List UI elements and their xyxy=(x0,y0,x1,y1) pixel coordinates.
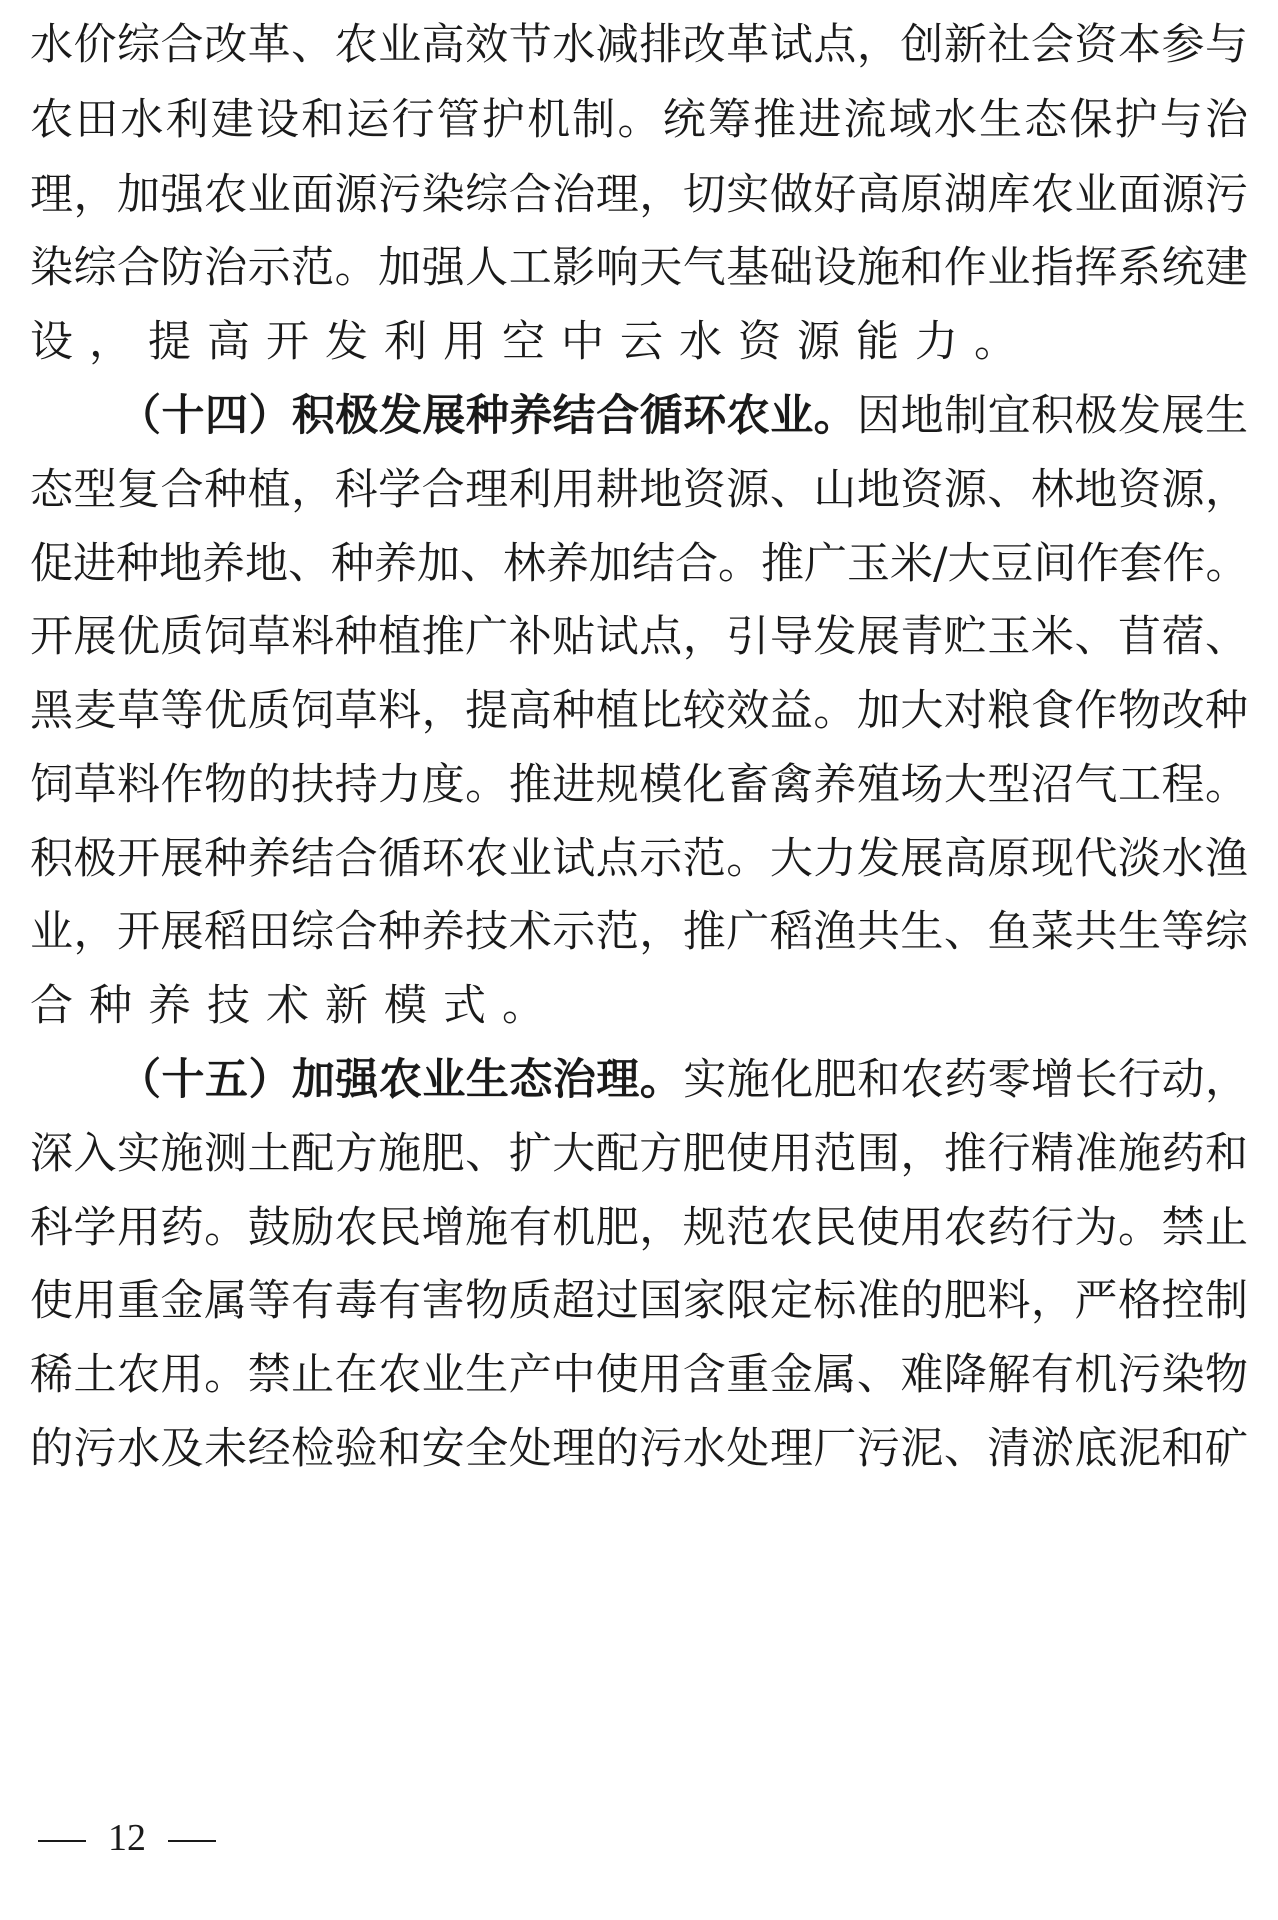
text-line: 水价综合改革、农业高效节水减排改革试点，创新社会资本参与 xyxy=(30,20,1248,70)
text-line: 态型复合种植，科学合理利用耕地资源、山地资源、林地资源， xyxy=(30,465,1248,515)
text-line: 开展优质饲草料种植推广补贴试点，引导发展青贮玉米、苜蓿、 xyxy=(30,612,1248,662)
section-heading: （十四）积极发展种养结合循环农业。 xyxy=(118,391,858,441)
section-heading: （十五）加强农业生态治理。 xyxy=(118,1055,684,1105)
text-line: 设，提高开发利用空中云水资源能力。 xyxy=(30,317,1033,367)
text-line: 合种养技术新模式。 xyxy=(30,981,561,1031)
text-line: 使用重金属等有毒有害物质超过国家限定标准的肥料，严格控制 xyxy=(30,1276,1248,1326)
text-line: 业，开展稻田综合种养技术示范，推广稻渔共生、鱼菜共生等综 xyxy=(30,907,1248,957)
text-line: 理，加强农业面源污染综合治理，切实做好高原湖库农业面源污 xyxy=(30,170,1248,220)
text-line: 积极开展种养结合循环农业试点示范。大力发展高原现代淡水渔 xyxy=(30,834,1248,884)
text-run: 实施化肥和农药零增长行动， xyxy=(683,1055,1249,1105)
text-line: 农田水利建设和运行管护机制。统筹推进流域水生态保护与治 xyxy=(30,95,1248,145)
footer-dash-left xyxy=(38,1840,86,1842)
paragraph-first-line xyxy=(118,1045,1248,1115)
text-line: 深入实施测土配方施肥、扩大配方肥使用范围，推行精准施药和 xyxy=(30,1129,1248,1179)
text-line: 的污水及未经检验和安全处理的污水处理厂污泥、清淤底泥和矿 xyxy=(30,1424,1248,1474)
text-line: 促进种地养地、种养加、林养加结合。推广玉米/大豆间作套作。 xyxy=(30,539,1249,589)
paragraph-first-line xyxy=(118,381,1248,451)
page-footer xyxy=(38,1808,216,1868)
footer-dash-right xyxy=(168,1840,216,1842)
page-number: 12 xyxy=(108,1817,146,1859)
text-line: 黑麦草等优质饲草料，提高种植比较效益。加大对粮食作物改种 xyxy=(30,686,1248,736)
text-line: 科学用药。鼓励农民增施有机肥，规范农民使用农药行为。禁止 xyxy=(30,1203,1248,1253)
text-line: 饲草料作物的扶持力度。推进规模化畜禽养殖场大型沼气工程。 xyxy=(30,760,1248,810)
text-line: 稀土农用。禁止在农业生产中使用含重金属、难降解有机污染物 xyxy=(30,1350,1248,1400)
text-run: 因地制宜积极发展生 xyxy=(857,391,1249,441)
text-line: 染综合防治示范。加强人工影响天气基础设施和作业指挥系统建 xyxy=(30,243,1248,293)
